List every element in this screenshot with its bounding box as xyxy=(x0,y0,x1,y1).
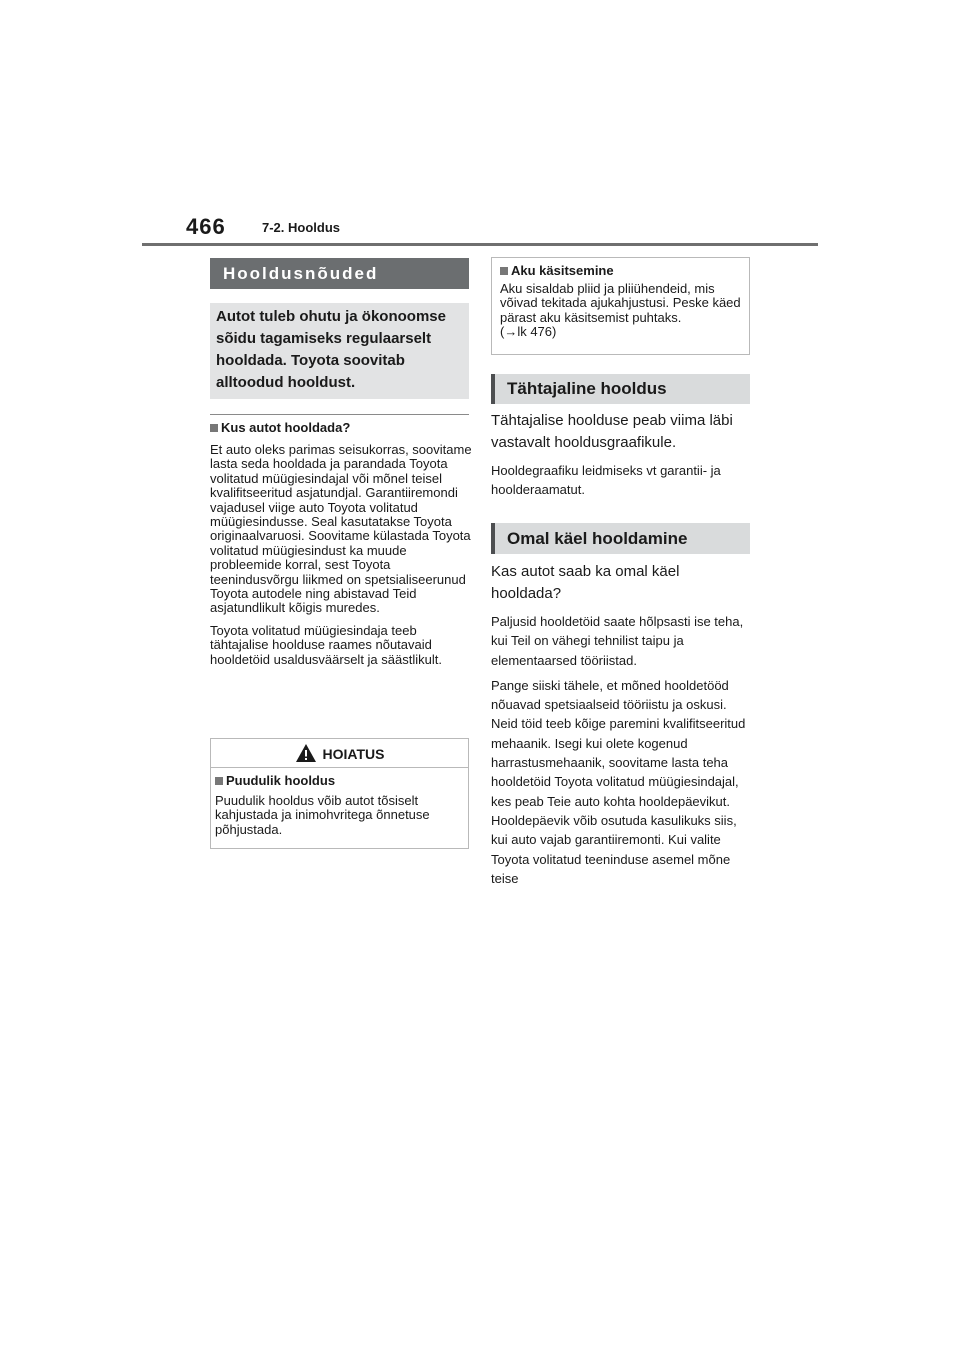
battery-title-text: Aku käsitsemine xyxy=(511,263,614,278)
scheduled-maintenance-section xyxy=(491,410,753,500)
intro-box xyxy=(210,303,469,399)
warning-header xyxy=(211,739,468,768)
header-divider xyxy=(142,243,818,246)
warning-triangle-icon xyxy=(295,743,317,763)
square-bullet-icon xyxy=(210,424,218,432)
scheduled-maintenance-lead: Tähtajalise hoolduse peab viima läbi vastavalt hooldusgraafikule. xyxy=(491,412,733,451)
battery-title xyxy=(500,263,743,279)
section-label: 7-2. Hooldus xyxy=(262,220,341,235)
where-to-service-paragraph-1: Et auto oleks parimas seisukorras, soovitame lasta seda hooldada ja parandada Toyota volitatud müügiesindajal või mõnel teisel kvalifitseeritud asjatundjal. Garantiiremondi vajadusel viige auto Toyota volitatud müügiesindusse. Seal kasutatakse Toyota originaalvaruosi. Soovitame külastada Toyota volitatud müügiesindust ka muude probleemide korral, sest Toyota teenindusvõrgu liikmed on spetsialiseerunud Toyota autodele ning abistavad Teid asjatundlikult kõigis muredes. xyxy=(210,442,472,616)
diy-maintenance-paragraph-2: Pange siiski tähele, et mõned hooldetööd nõuavad spetsiaalseid tööriistu ja oskusi. Neid töid teeb kõige paremini kvalifitseeritud mehaanik. Isegi kui olete kogenud harrastusmehaanik, soovitame lasta teha hooldetöid Toyota volitatud müügiesindajal, kes peab Teie auto kohta hooldepäevikut. Hooldepäevik võib osutuda kasulikuks siis, kui auto vajab garantiiremonti. Kui valite Toyota volitatud teeninduse asemel mõne teise xyxy=(491,677,746,886)
battery-text-body: Aku sisaldab pliid ja pliiühendeid, mis võivad tekitada ajukahjustusi. Peske käed pärast aku käsitsemist puhtaks. xyxy=(500,281,741,325)
battery-text xyxy=(500,282,743,340)
warning-content xyxy=(215,773,467,837)
scheduled-maintenance-text: Hooldegraafiku leidmiseks vt garantii- ja hoolderaamatut. xyxy=(491,463,721,498)
warning-text: Puudulik hooldus võib autot tõsiselt kahjustada ja inimohvritega õnnetuse põhjustada. xyxy=(215,793,430,837)
page-number: 466 xyxy=(186,214,226,239)
scheduled-maintenance-heading: Tähtajaline hooldus xyxy=(491,374,750,404)
warning-box xyxy=(210,738,469,849)
section-divider xyxy=(210,414,469,415)
battery-page-reference: (→lk 476) xyxy=(500,324,557,340)
where-to-service-title-text: Kus autot hooldada? xyxy=(221,420,351,435)
main-heading: Hooldusnõuded xyxy=(210,258,469,289)
where-to-service-title xyxy=(210,420,472,436)
warning-title xyxy=(215,773,467,789)
square-bullet-icon xyxy=(215,777,223,785)
intro-text: Autot tuleb ohutu ja ökonoomse sõidu tagamiseks regulaarselt hooldada. Toyota soovitab alltoodud hooldust. xyxy=(216,308,446,391)
diy-maintenance-section xyxy=(491,561,753,894)
diy-maintenance-heading: Omal käel hooldamine xyxy=(491,523,750,554)
diy-maintenance-paragraph-1: Paljusid hooldetöid saate hõlpsasti ise teha, kui Teil on vähegi tehnilist taipu ja elementaarsed tööriistad. xyxy=(491,614,744,668)
warning-label: HOIATUS xyxy=(322,746,385,762)
warning-title-text: Puudulik hooldus xyxy=(226,773,336,788)
battery-note-box xyxy=(491,257,750,355)
where-to-service-paragraph-2: Toyota volitatud müügiesindaja teeb tähtajalise hoolduse raames nõutavaid hooldetöid usaldusväärselt ja säästlikult. xyxy=(210,622,442,667)
where-to-service-section xyxy=(210,420,472,675)
square-bullet-icon xyxy=(500,267,508,275)
diy-maintenance-lead: Kas autot saab ka omal käel hooldada? xyxy=(491,563,680,602)
